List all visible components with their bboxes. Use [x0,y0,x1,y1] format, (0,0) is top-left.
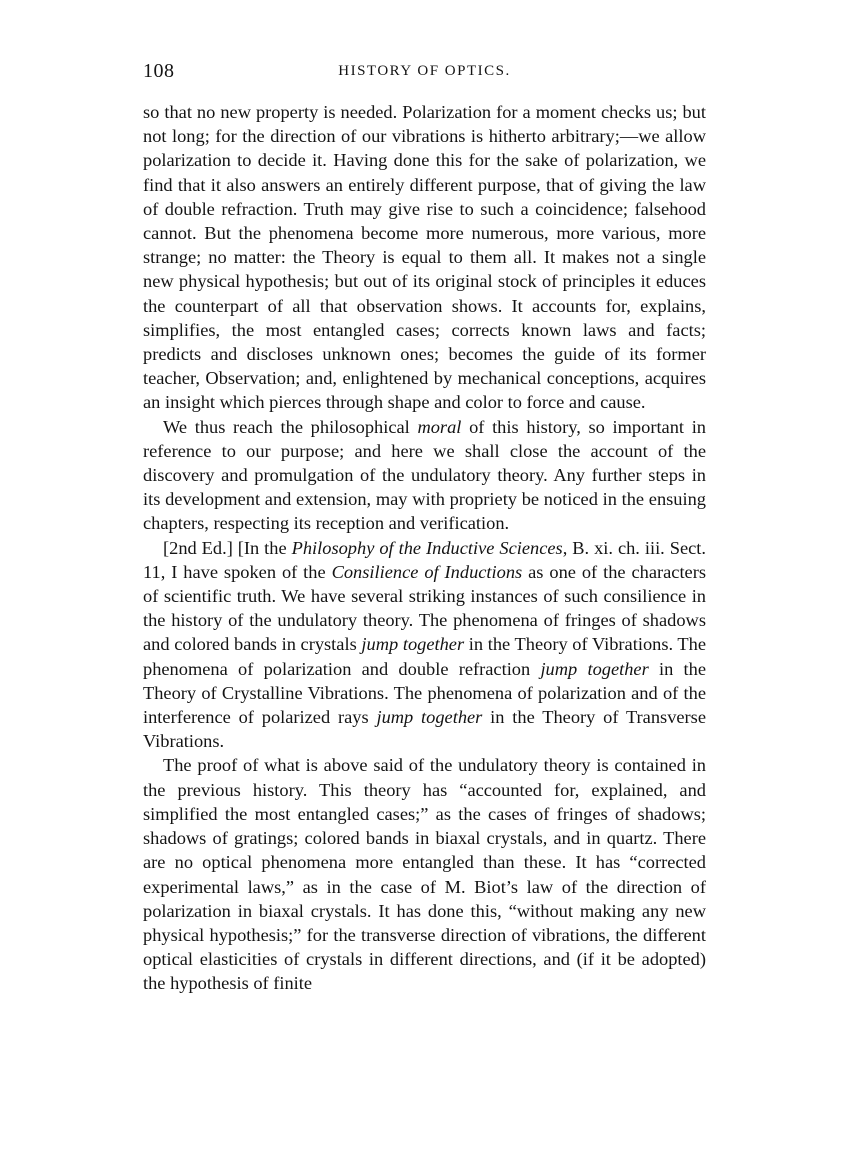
paragraph-1: so that no new property is needed. Polarization for a moment checks us; but not long; for the direction of our vibrations is hitherto arbitrary;—we allow polarization to decide it. Having done this for the sake of polarization, we find that it also answers an entirely different purpose, that of giving the law of double refraction. Truth may give rise to such a coincidence; falsehood cannot. But the phenomena become more numerous, more various, more strange; no matter: the Theory is equal to them all. It makes not a single new physical hypothesis; but out of its original stock of principles it educes the counterpart of all that observation shows. It accounts for, explains, simplifies, the most entangled cases; corrects known laws and facts; predicts and discloses unknown ones; becomes the guide of its former teacher, Observation; and, enlightened by mechanical conceptions, acquires an insight which pierces through shape and color to force and cause. [143,102,706,413]
running-head [143,60,706,86]
text-run: [2nd Ed.] [In the [163,537,292,558]
text-run: , B. xi. ch. iii. Sect. 11, I have spoken of the [143,537,707,582]
body-text [143,100,706,996]
paragraph-2 [143,415,706,536]
text-run: in the Theory of Transverse Vibrations. [143,707,706,752]
paragraph-4: The proof of what is above said of the undulatory theory is contained in the previous history. This theory has “accounted for, explained, and simplified the most entangled cases;” as the cases of fringes of shadows; shadows of gratings; colored bands in biaxal crystals, and in quartz. There are no optical phenomena more entangled than these. It has “corrected experimental laws,” as in the case of M. Biot’s law of the direction of polarization in biaxal crystals. It has done this, “without making any new physical hypothesis;” for the transverse direction of vibrations, the different optical elasticities of crystals in different directions, and (if it be adopted) the hypothesis of finite [143,755,706,994]
text-run: of this history, so important in reference to our purpose; and here we shall close the account of the discovery and promulgation of the undulatory theory. Any further steps in its development and extension, may with propriety be noticed in the ensuing chapters, respecting its reception and verification. [143,416,706,534]
italic-book-title: Philosophy of the Inductive Sciences [291,537,563,558]
italic-consilience: Consilience of Inductions [331,561,523,582]
page-number: 108 [143,60,175,82]
text-run: in the Theory of Vibrations. The phenomena of polarization and double refraction [143,634,707,679]
italic-jump-together: jump together [540,658,649,679]
book-page [143,60,706,996]
text-run: We thus reach the philosophical [163,416,418,437]
text-run: in the Theory of Crystalline Vibrations. The phenomena of polarization and of the interference of polarized rays [143,658,706,728]
paragraph-3 [143,536,706,754]
italic-moral: moral [417,416,462,437]
italic-jump-together: jump together [361,634,465,655]
running-title: HISTORY OF OPTICS. [338,63,511,79]
text-run: as one of the characters of scientific truth. We have several striking instances of such consilience in the history of the undulatory theory. The phenomena of fringes of shadows and colored bands in crystals [143,561,707,655]
italic-jump-together: jump together [376,707,483,728]
